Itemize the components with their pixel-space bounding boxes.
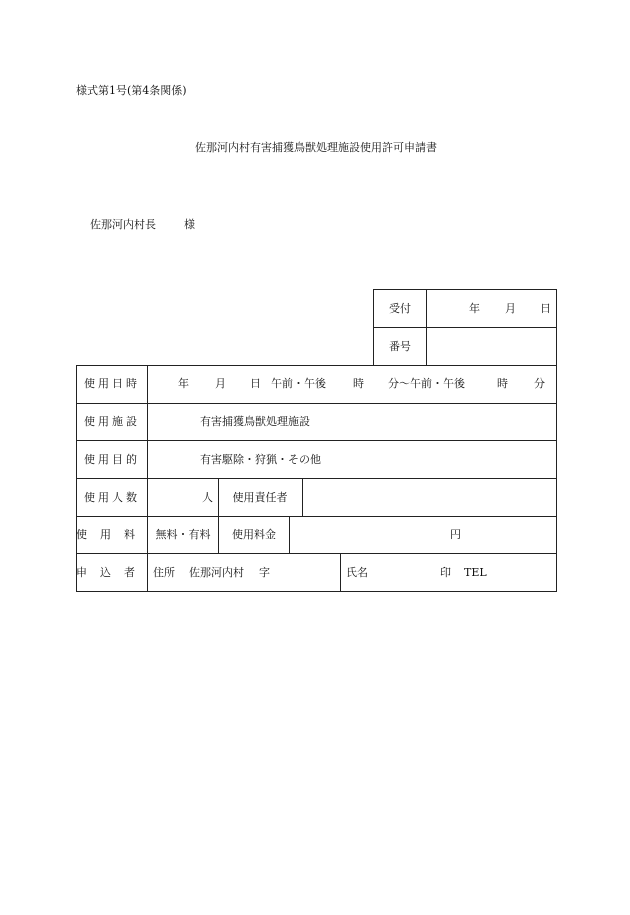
row-label-facility: 使用施設: [84, 415, 140, 428]
persons-unit: 人: [202, 491, 213, 504]
received-day: 日: [540, 302, 551, 315]
date-day: 日: [250, 377, 261, 390]
date-minute-to: 分〜午前・午後: [388, 377, 465, 390]
received-year: 年: [469, 302, 480, 315]
received-month: 月: [505, 302, 516, 315]
table-row-border: [76, 553, 557, 554]
facility-value: 有害捕獲鳥獣処理施設: [200, 415, 310, 428]
table-top-border: [76, 365, 557, 366]
received-label: 受付: [389, 302, 411, 315]
row-label-applicant: 申込者: [76, 566, 148, 579]
fee-amount-divider: [289, 516, 290, 554]
table-row-border: [76, 440, 557, 441]
row-label-persons: 使用人数: [84, 491, 140, 504]
fee-options: 無料・有料: [155, 528, 211, 541]
date-hour-start: 時: [353, 377, 364, 390]
page-title: 佐那河内村有害捕獲鳥獣処理施設使用許可申請書: [195, 141, 437, 154]
label-column-divider: [147, 365, 148, 592]
row-label-fee: 使用料: [76, 528, 148, 541]
reception-right-border: [556, 289, 557, 366]
purpose-value: 有害駆除・狩猟・その他: [200, 453, 321, 466]
tel-label: TEL: [464, 566, 487, 579]
address-value: 佐那河内村: [189, 566, 244, 579]
persons-fee-divider: [218, 478, 219, 554]
table-row-border: [76, 478, 557, 479]
reception-left-border: [373, 289, 374, 366]
address-aza: 字: [259, 566, 270, 579]
form-number: 様式第1号(第4条関係): [76, 84, 187, 97]
date-hour-end: 時: [497, 377, 508, 390]
responsible-label: 使用責任者: [232, 491, 288, 504]
addressee-name: 佐那河内村長: [90, 218, 156, 231]
seal-mark: 印: [440, 566, 451, 579]
table-left-border: [76, 365, 77, 592]
row-label-purpose: 使用目的: [84, 453, 140, 466]
date-month: 月: [215, 377, 226, 390]
reception-top-border: [373, 289, 557, 290]
table-right-border: [556, 365, 557, 592]
fee-amount-label: 使用料金: [232, 528, 276, 541]
table-row-border: [76, 403, 557, 404]
addressee-honorific: 様: [184, 218, 195, 231]
applicant-divider: [340, 553, 341, 591]
fee-currency: 円: [450, 528, 461, 541]
number-label: 番号: [389, 340, 411, 353]
row-label-date: 使用日時: [84, 377, 140, 390]
reception-divider: [426, 289, 427, 366]
date-ampm-start: 午前・午後: [271, 377, 326, 390]
date-minute-end: 分: [534, 377, 545, 390]
date-year: 年: [178, 377, 189, 390]
address-label: 住所: [153, 566, 175, 579]
responsible-divider: [302, 478, 303, 516]
name-label: 氏名: [346, 566, 368, 579]
reception-mid-border: [373, 327, 557, 328]
table-bottom-border: [76, 591, 557, 592]
table-row-border: [76, 516, 557, 517]
